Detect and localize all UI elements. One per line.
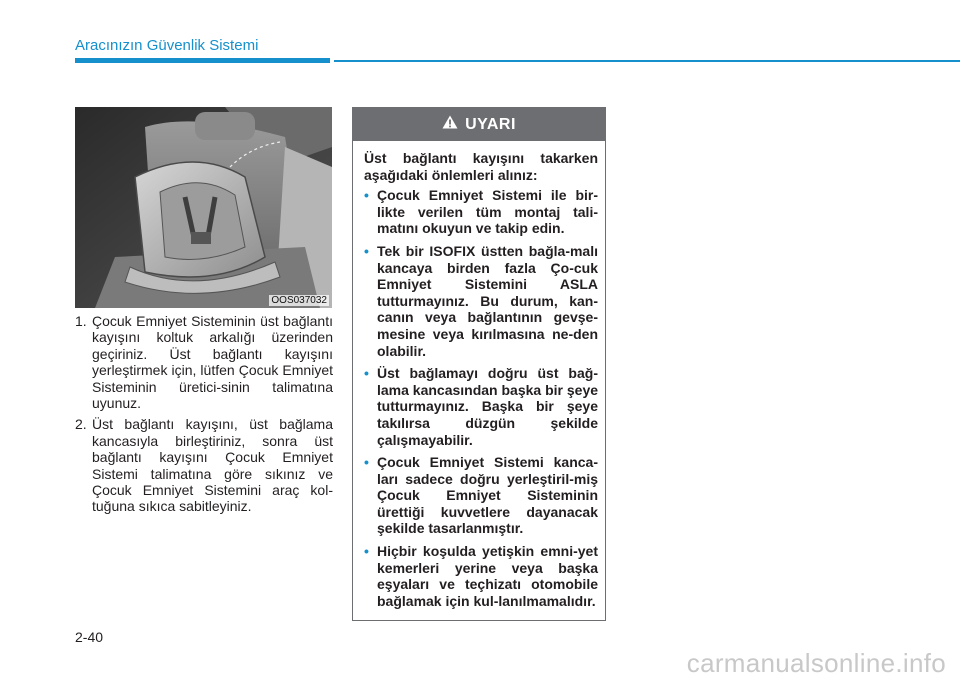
step-item xyxy=(75,416,333,514)
warning-item-text: Tek bir ISOFIX üstten bağla-malı kancaya birden fazla Ço-cuk Emniyet Sistemini ASLA tutturmayınız. Bu durum, kan-canın veya bağlantının gevşe-mesine veya kırılmasına ne-den olabilir. xyxy=(377,242,598,359)
warning-item xyxy=(364,187,598,237)
header-title: Aracınızın Güvenlik Sistemi xyxy=(75,37,259,54)
warning-item xyxy=(364,454,598,537)
warning-item xyxy=(364,365,598,448)
warning-item-text: Üst bağlamayı doğru üst bağ-lama kancasından başka bir şeye tutturmayınız. Başka bir şeye takılırsa düzgün şekilde çalışmayabilir. xyxy=(377,365,599,448)
bullet-icon: • xyxy=(364,187,369,204)
warning-item-text: Çocuk Emniyet Sistemi kanca-ları sadece doğru yerleştiril-miş Çocuk Emniyet Sisteminin ürettiği kuvvetlere dayanacak şekilde tasarlanmıştır. xyxy=(377,454,598,537)
warning-item xyxy=(364,543,598,609)
step-text: Üst bağlantı kayışını, üst bağlama kancasıyla birleştiriniz, sonra üst bağlantı kayışını Çocuk Emniyet Sistemi talimatına göre sıkınız ve Çocuk Emniyet Sistemini araç kol-tuğuna sıkıca sabitleyiniz. xyxy=(92,416,333,515)
bullet-icon: • xyxy=(364,242,369,259)
step-number: 1. xyxy=(75,313,87,329)
step-text: Çocuk Emniyet Sisteminin üst bağlantı kayışını koltuk arkalığı üzerinden geçiriniz. Üst bağlantı kayışını yerleştirmek için, lütfen Çocuk Emniyet Sisteminin üretici-sinin talimatına uyunuz. xyxy=(92,313,333,412)
warning-triangle-icon xyxy=(442,115,458,134)
warning-intro: Üst bağlantı kayışını takarken aşağıdaki önlemleri alınız: xyxy=(364,150,598,183)
bullet-icon: • xyxy=(364,365,369,382)
header-rule-thick xyxy=(75,58,330,63)
warning-box xyxy=(352,107,606,621)
page-number: 2-40 xyxy=(75,629,104,645)
warning-item xyxy=(364,243,598,359)
bullet-icon: • xyxy=(364,454,369,471)
instruction-steps xyxy=(75,313,333,520)
figure-code: OOS037032 xyxy=(271,295,327,306)
step-number: 2. xyxy=(75,416,87,433)
warning-list xyxy=(364,187,598,609)
warning-title: UYARI xyxy=(465,115,516,133)
header-rule-thin xyxy=(334,60,960,62)
warning-header xyxy=(353,108,605,141)
warning-item-text: Çocuk Emniyet Sistemi ile bir-likte verilen tüm montaj tali-matını okuyun ve takip edin. xyxy=(377,187,598,237)
child-seat-illustration xyxy=(75,107,332,308)
watermark: carmanualsonline.info xyxy=(686,648,946,678)
warning-item-text: Hiçbir koşulda yetişkin emni-yet kemerleri yerine veya başka eşyaları ve teçhizatı otomobile bağlamak için kul-lanılmamalıdır. xyxy=(377,543,598,609)
figure-photo xyxy=(75,107,332,308)
bullet-icon: • xyxy=(364,543,369,560)
warning-body xyxy=(353,141,605,609)
step-item xyxy=(75,313,333,411)
